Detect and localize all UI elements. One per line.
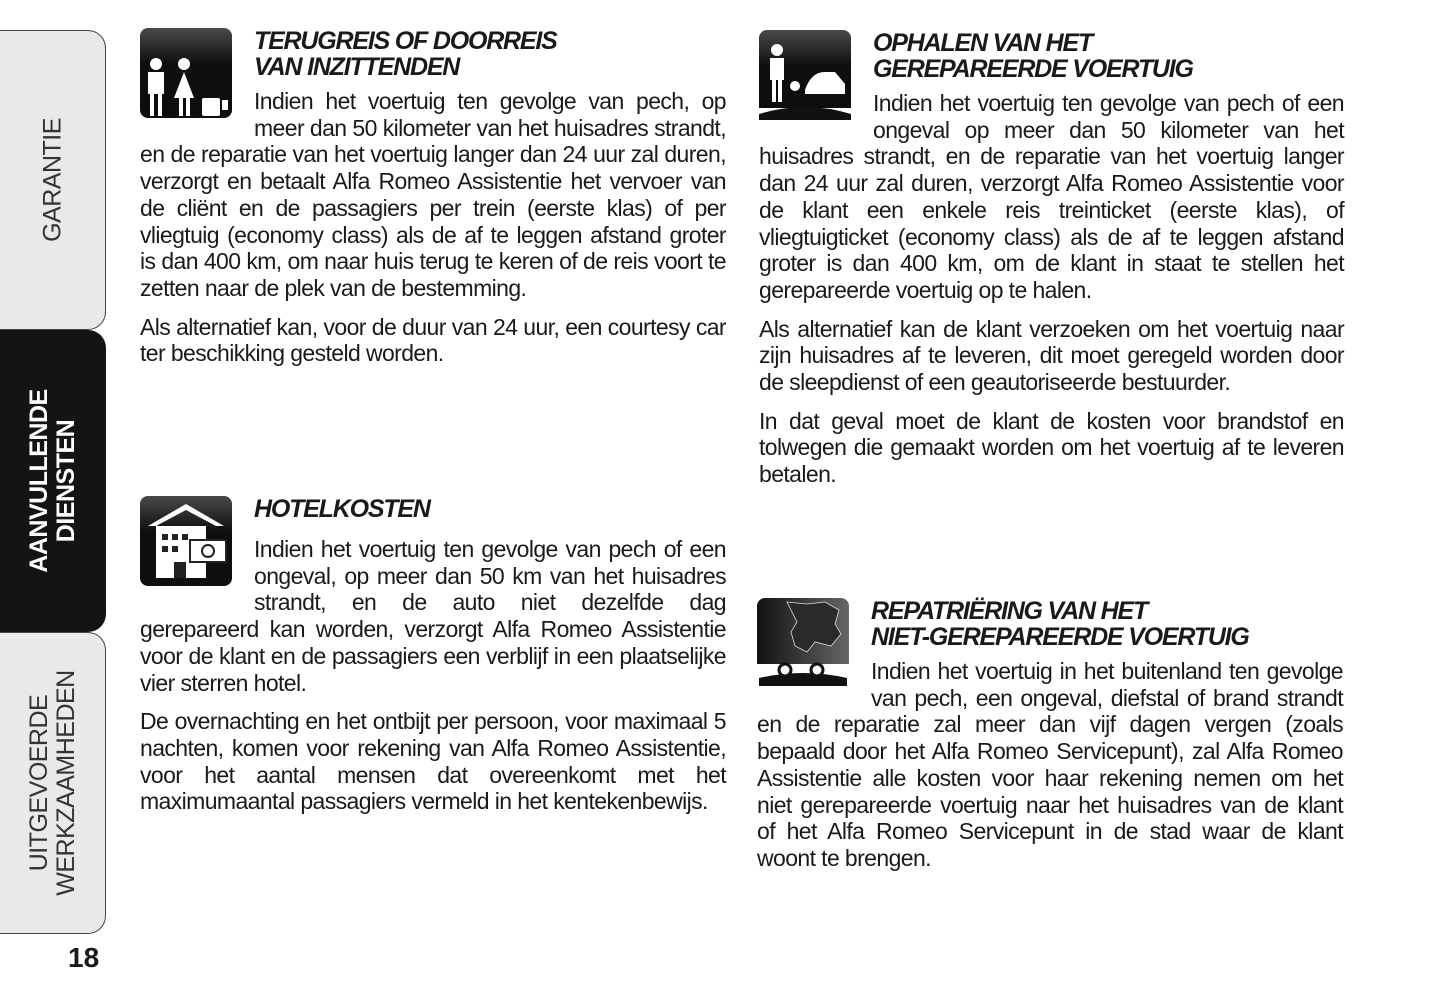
paragraph: Indien het voertuig ten gevolge van pech of een ongeval, op meer dan 50 km van het huisadres strandt, en de auto niet dezelfde dag gerepareerd kan worden, verzorgt Alfa Romeo Assistentie voor de klant en de passagiers een verblijf in een plaatselijke vier sterren hotel. xyxy=(140,536,726,696)
paragraph: Als alternatief kan, voor de duur van 24 uur, een courtesy car ter beschikking gesteld worden. xyxy=(140,313,726,367)
paragraph: Indien het voertuig ten gevolge van pech, op meer dan 50 kilometer van het huisadres strandt, en de reparatie van het voertuig langer dan 24 uur zal duren, verzorgt en betaalt Alfa Romeo Assistentie het vervoer van de cliënt en de passagiers per trein (eerste klas) of per vliegtuig (economy class) als de af te leggen afstand groter is dan 400 km, om naar huis terug te keren of de reis voort te zetten naar de plek van de bestemming. xyxy=(140,88,726,301)
section-title: REPATRIËRING VAN HET NIET-GEREPAREERDE VOERTUIG xyxy=(871,597,1249,651)
europe-map-icon xyxy=(757,598,849,688)
tab-label: UITGEVOERDE WERKZAAMHEDEN xyxy=(24,670,80,896)
paragraph: Indien het voertuig ten gevolge van pech of een ongeval op meer dan 50 kilometer van het huisadres strandt, en de reparatie van het voertuig langer dan 24 uur zal duren, verzorgt Alfa Romeo Assistentie voor de klant een enkele reis treinticket (eerste klas), of vliegtuigticket (economy class) als de af te leggen afstand groter is dan 400 km, om de klant in staat te stellen het gerepareerde voertuig op te halen. xyxy=(759,90,1344,303)
section-title: TERUGREIS OF DOORREIS VAN INZITTENDEN xyxy=(254,27,557,81)
paragraph: De overnachting en het ontbijt per persoon, voor maximaal 5 nachten, komen voor rekening van Alfa Romeo Assistentie, voor het aantal mensen dat overeenkomt met het maximumaantal passagiers vermeld in het kentekenbewijs. xyxy=(140,708,726,815)
tab-label: GARANTIE xyxy=(38,118,66,242)
hotel-icon xyxy=(140,496,232,586)
section-ophalen xyxy=(759,30,1344,500)
section-terugreis xyxy=(140,28,726,379)
paragraph: In dat geval moet de klant de kosten voor brandstof en tolwegen die gemaakt worden om het voertuig af te leveren betalen. xyxy=(759,407,1344,488)
tab-label: AANVULLENDE DIENSTEN xyxy=(24,389,80,573)
section-repatriering xyxy=(757,598,1343,884)
pickup-vehicle-icon xyxy=(759,30,851,120)
tab-garantie[interactable] xyxy=(0,30,106,330)
tab-aanvullende-diensten[interactable] xyxy=(0,330,106,632)
section-title: OPHALEN VAN HET GEREPAREERDE VOERTUIG xyxy=(873,29,1193,83)
paragraph: Als alternatief kan de klant verzoeken om het voertuig naar zijn huisadres af te leveren, dit moet geregeld worden door de sleepdienst of een geautoriseerde bestuurder. xyxy=(759,315,1344,396)
paragraph: Indien het voertuig in het buitenland ten gevolge van pech, een ongeval, diefstal of brand strandt en de reparatie zal meer dan vijf dagen vergen (zoals bepaald door het Alfa Romeo Servicepunt), zal Alfa Romeo Assistentie alle kosten voor haar rekening nemen om het niet gerepareerde voertuig naar het huisadres van de klant of het Alfa Romeo Servicepunt in de stad waar de klant woont te brengen. xyxy=(757,658,1343,871)
section-hotelkosten xyxy=(140,496,726,827)
passengers-icon xyxy=(140,28,232,118)
page-number: 18 xyxy=(68,942,100,973)
tab-uitgevoerde-werkzaamheden[interactable] xyxy=(0,632,106,934)
section-title: HOTELKOSTEN xyxy=(254,495,430,523)
